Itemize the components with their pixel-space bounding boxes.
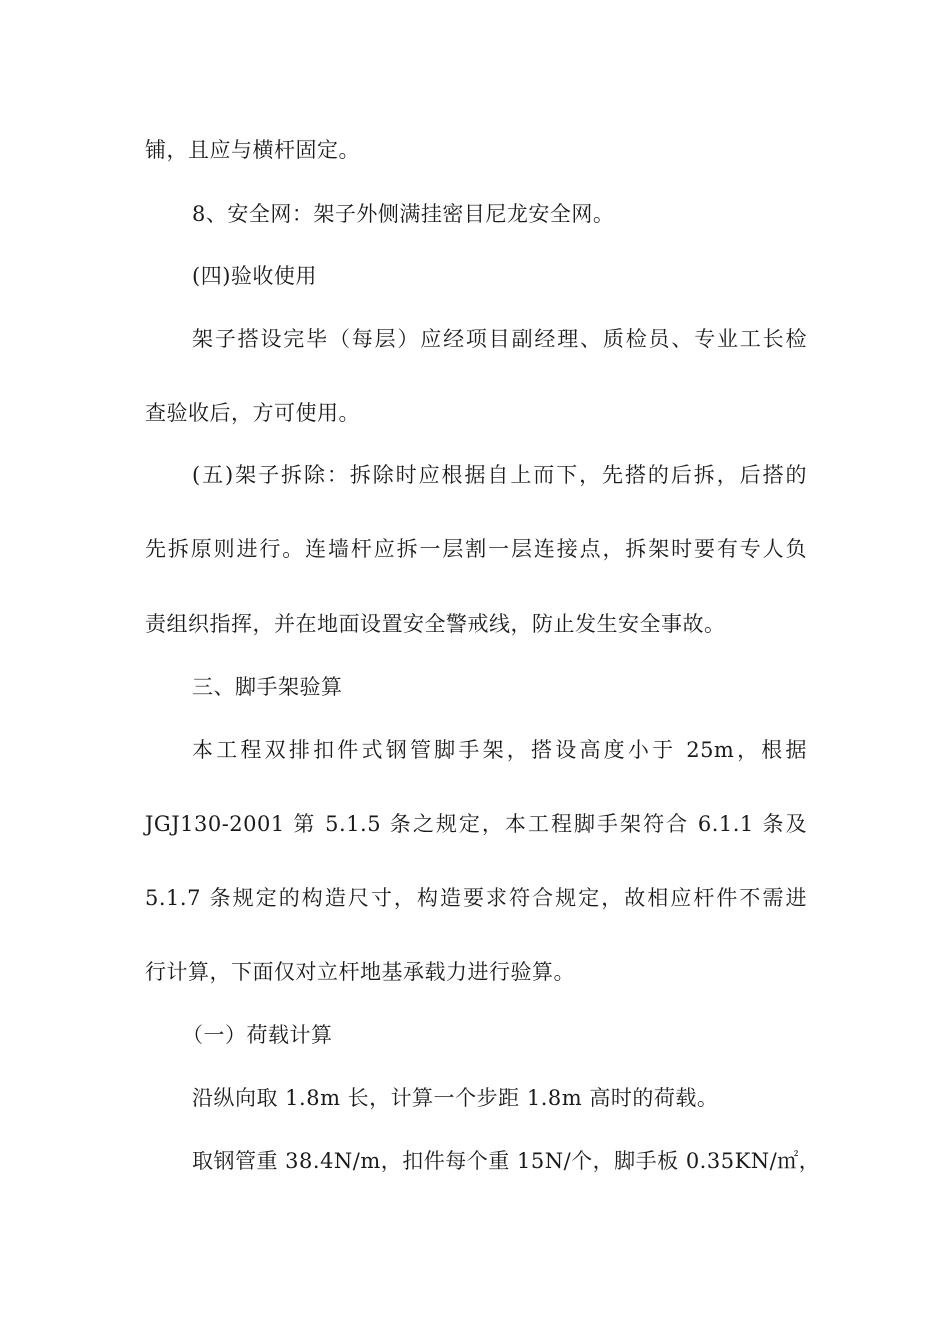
section-heading: 三、脚手架验算 — [192, 675, 343, 699]
paragraph-line: 5.1.7 条规定的构造尺寸，构造要求符合规定，故相应杆件不需进 — [145, 886, 807, 910]
paragraph-line: 查验收后，方可使用。 — [145, 401, 360, 425]
paragraph-line: 铺，且应与横杆固定。 — [145, 138, 360, 162]
section-heading: （一）荷载计算 — [182, 1023, 333, 1047]
paragraph-line: 责组织指挥，并在地面设置安全警戒线，防止发生安全事故。 — [145, 612, 726, 636]
paragraph-line: 架子搭设完毕（每层）应经项目副经理、质检员、专业工长检 — [192, 327, 807, 351]
paragraph-line: 取钢管重 38.4N/m，扣件每个重 15N/个，脚手板 0.35KN/㎡， — [192, 1149, 821, 1173]
paragraph-line: 8、安全网：架子外侧满挂密目尼龙安全网。 — [192, 202, 615, 226]
paragraph-line: 行计算，下面仅对立杆地基承载力进行验算。 — [145, 960, 575, 984]
paragraph-line: 先拆原则进行。连墙杆应拆一层割一层连接点，拆架时要有专人负 — [145, 537, 807, 561]
paragraph-line: 本工程双排扣件式钢管脚手架，搭设高度小于 25m，根据 — [192, 738, 807, 762]
paragraph-line: (五)架子拆除：拆除时应根据自上而下，先搭的后拆，后搭的 — [192, 463, 807, 487]
section-heading: (四)验收使用 — [192, 264, 317, 288]
paragraph-line: JGJ130-2001 第 5.1.5 条之规定，本工程脚手架符合 6.1.1 条及 — [145, 812, 807, 836]
paragraph-line: 沿纵向取 1.8m 长，计算一个步距 1.8m 高时的荷载。 — [192, 1086, 719, 1110]
